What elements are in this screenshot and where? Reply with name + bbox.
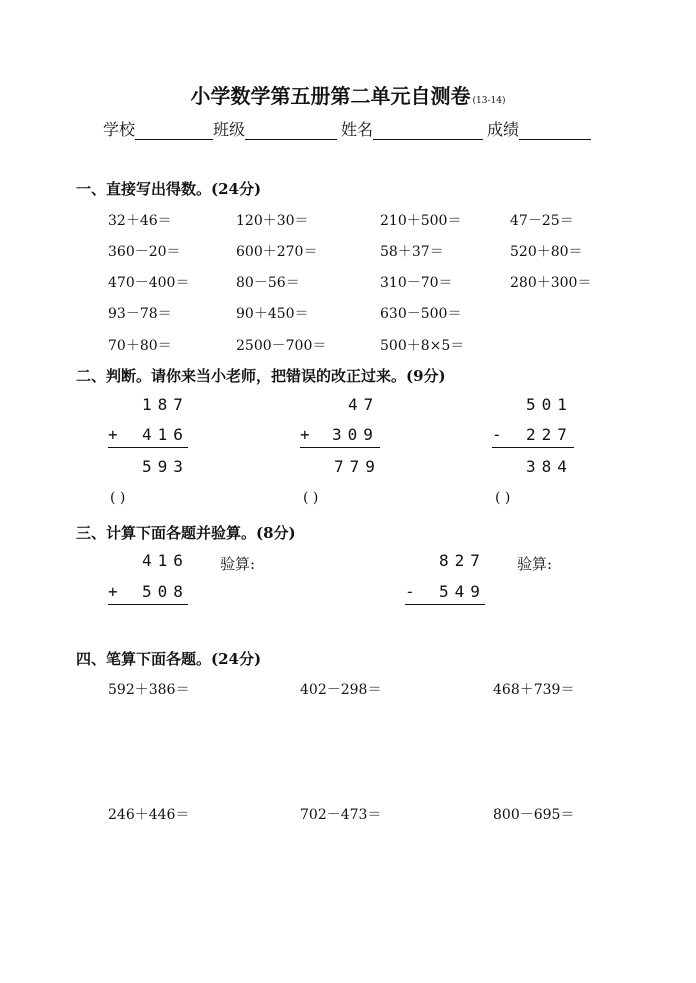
minuend: 827 [439, 551, 486, 570]
vertical-operand-row [492, 425, 574, 448]
mental-math-item: 90＋450＝ [236, 306, 309, 322]
minuend: 501 [526, 395, 573, 414]
mental-math-item: 600＋270＝ [236, 244, 318, 260]
mental-math-item: 2500－700＝ [236, 338, 327, 354]
judgement-blank[interactable]: ( ) [495, 490, 511, 506]
written-calc-item: 702－473＝ [300, 807, 382, 823]
operator-sign: + [108, 425, 124, 444]
section2-heading: 二、判断。请你来当小老师，把错误的改正过来。(9分) [76, 367, 446, 385]
mental-math-item: 47－25＝ [510, 213, 574, 229]
section1-heading: 一、直接写出得数。(24分) [76, 180, 262, 198]
subtrahend: 227 [526, 425, 573, 444]
given-result: 384 [526, 457, 573, 476]
vertical-operand-row [108, 425, 188, 448]
student-info-line [103, 117, 591, 140]
name-label: 姓名 [341, 120, 374, 139]
written-calc-item: 800－695＝ [493, 807, 575, 823]
class-field[interactable] [245, 121, 337, 140]
mental-math-item: 630－500＝ [380, 306, 462, 322]
given-result: 593 [142, 457, 189, 476]
vertical-operand-row [300, 425, 380, 448]
mental-math-item: 310－70＝ [380, 275, 453, 291]
addend-bottom: 309 [332, 425, 379, 444]
operator-sign: + [108, 582, 124, 601]
title-text: 小学数学第五册第二单元自测卷 [190, 84, 471, 108]
verify-label: 验算: [517, 555, 553, 573]
written-calc-item: 468＋739＝ [493, 682, 575, 698]
given-result: 779 [334, 457, 381, 476]
written-calc-item: 246＋446＝ [108, 807, 190, 823]
mental-math-item: 360－20＝ [108, 244, 181, 260]
vertical-operand-row [108, 582, 188, 605]
score-field[interactable] [519, 121, 591, 140]
addend-bottom: 416 [142, 425, 189, 444]
verify-label: 验算: [220, 555, 256, 573]
title-note: (13-14) [472, 96, 506, 106]
name-field[interactable] [373, 121, 483, 140]
mental-math-item: 470－400＝ [108, 275, 190, 291]
addend-top: 47 [348, 395, 380, 414]
vertical-operand-row [405, 582, 485, 605]
school-label: 学校 [103, 120, 136, 139]
written-calc-item: 592＋386＝ [108, 682, 190, 698]
mental-math-item: 93－78＝ [108, 306, 172, 322]
written-calc-item: 402－298＝ [300, 682, 382, 698]
mental-math-item: 58＋37＝ [380, 244, 444, 260]
mental-math-item: 120＋30＝ [236, 213, 309, 229]
mental-math-item: 210＋500＝ [380, 213, 462, 229]
operator-sign: + [300, 425, 316, 444]
section4-heading: 四、笔算下面各题。(24分) [76, 650, 262, 668]
page-title [0, 80, 696, 109]
school-field[interactable] [135, 121, 213, 140]
mental-math-item: 280＋300＝ [510, 275, 592, 291]
mental-math-item: 70＋80＝ [108, 338, 172, 354]
judgement-blank[interactable]: ( ) [303, 490, 319, 506]
operator-sign: - [405, 582, 421, 601]
addend-bottom: 508 [142, 582, 189, 601]
score-label: 成绩 [487, 120, 520, 139]
class-label: 班级 [213, 120, 246, 139]
addend-top: 187 [142, 395, 189, 414]
mental-math-item: 32＋46＝ [108, 213, 172, 229]
judgement-blank[interactable]: ( ) [110, 490, 126, 506]
mental-math-item: 520＋80＝ [510, 244, 583, 260]
mental-math-item: 80－56＝ [236, 275, 300, 291]
operator-sign: - [492, 425, 508, 444]
subtrahend: 549 [439, 582, 486, 601]
addend-top: 416 [142, 551, 189, 570]
section3-heading: 三、计算下面各题并验算。(8分) [76, 524, 296, 542]
mental-math-item: 500＋8×5＝ [380, 338, 465, 354]
